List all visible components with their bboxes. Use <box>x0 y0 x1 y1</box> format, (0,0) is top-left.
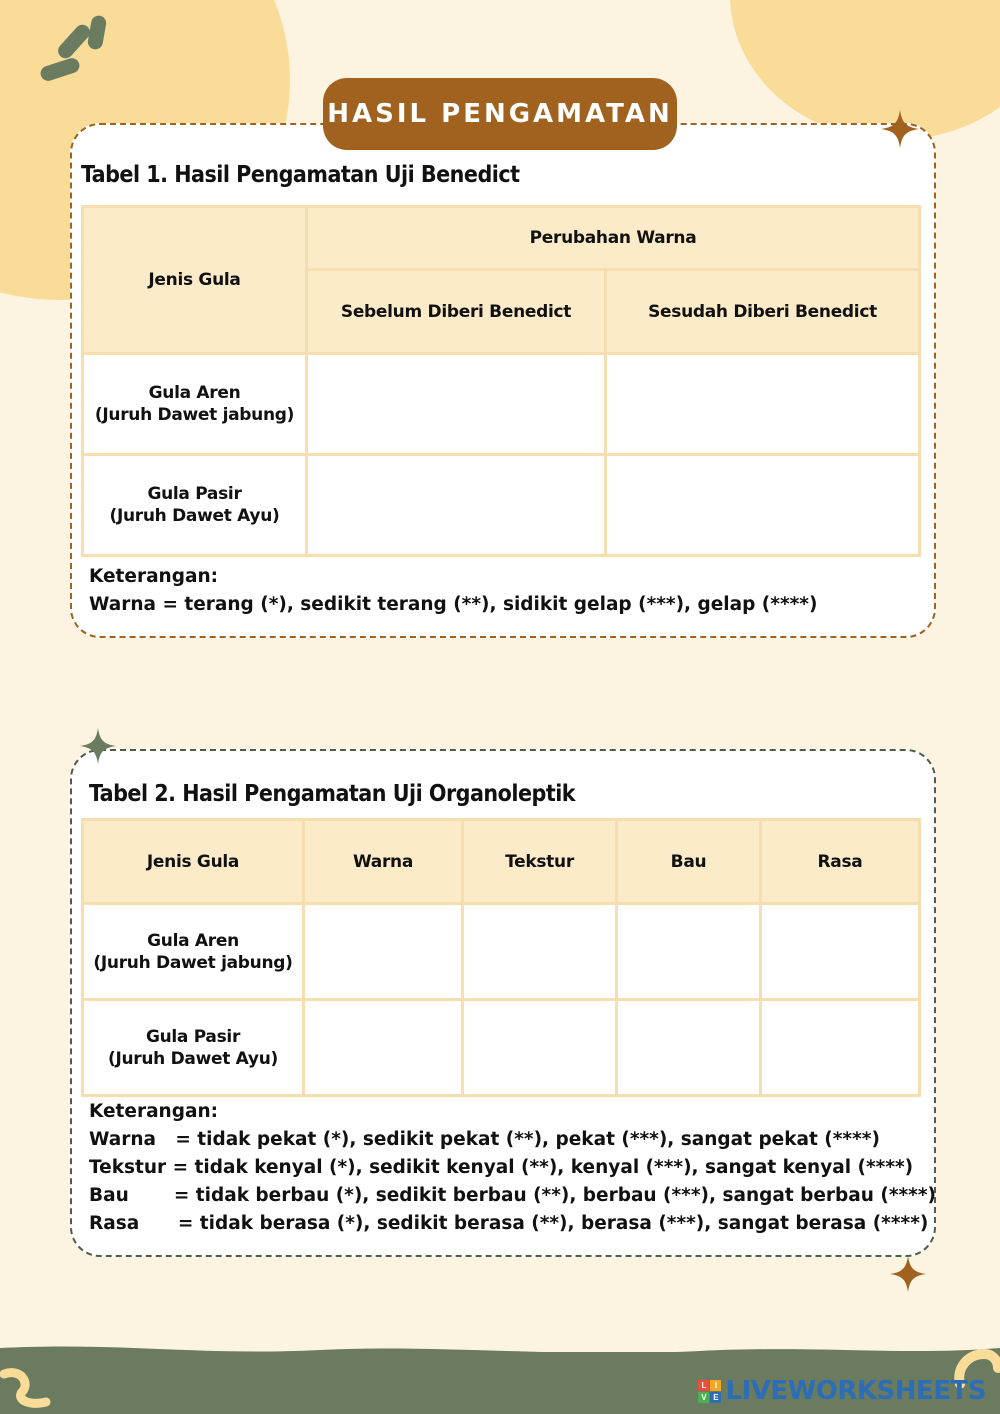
table-row <box>83 455 920 556</box>
answer-cell-tekstur-pasir[interactable] <box>463 1000 617 1096</box>
header-sebelum: Sebelum Diberi Benedict <box>307 270 606 354</box>
answer-cell-bau-aren[interactable] <box>617 904 761 1000</box>
answer-cell-bau-pasir[interactable] <box>617 1000 761 1096</box>
answer-cell-warna-aren[interactable] <box>304 904 463 1000</box>
notes-line-rasa: Rasa = tidak berasa (*), sedikit berasa (**), berasa (***), sangat berasa (****) <box>89 1213 929 1234</box>
sparkle-icon <box>890 1256 926 1292</box>
header-jenis-gula: Jenis Gula <box>83 207 307 354</box>
header-jenis-gula: Jenis Gula <box>83 820 304 904</box>
watermark-text: LIVEWORKSHEETS <box>725 1376 986 1406</box>
header-perubahan-warna: Perubahan Warna <box>307 207 920 270</box>
page-title-banner: HASIL PENGAMATAN <box>323 78 677 150</box>
table-row <box>83 904 920 1000</box>
table1-notes <box>89 563 817 619</box>
header-rasa: Rasa <box>761 820 920 904</box>
table2-notes <box>89 1098 936 1238</box>
answer-cell-warna-pasir[interactable] <box>304 1000 463 1096</box>
row-label: Gula Pasir (Juruh Dawet Ayu) <box>83 455 307 556</box>
notes-heading: Keterangan: <box>89 1101 219 1122</box>
footer-wave <box>0 1342 1000 1366</box>
header-tekstur: Tekstur <box>463 820 617 904</box>
answer-cell-rasa-pasir[interactable] <box>761 1000 920 1096</box>
sparkle-icon <box>881 110 919 148</box>
squiggle-left-icon <box>0 1362 52 1410</box>
row-label: Gula Aren (Juruh Dawet jabung) <box>83 354 307 455</box>
header-bau: Bau <box>617 820 761 904</box>
notes-line: Warna = terang (*), sedikit terang (**), sidikit gelap (***), gelap (****) <box>89 594 818 615</box>
answer-cell-tekstur-aren[interactable] <box>463 904 617 1000</box>
notes-line-tekstur: Tekstur = tidak kenyal (*), sedikit kenyal (**), kenyal (***), sangat kenyal (****) <box>89 1157 914 1178</box>
answer-cell-rasa-aren[interactable] <box>761 904 920 1000</box>
answer-cell-sesudah-pasir[interactable] <box>606 455 920 556</box>
row-label: Gula Aren (Juruh Dawet jabung) <box>83 904 304 1000</box>
header-sesudah: Sesudah Diberi Benedict <box>606 270 920 354</box>
sparkle-icon <box>80 728 116 764</box>
header-warna: Warna <box>304 820 463 904</box>
table2-title: Tabel 2. Hasil Pengamatan Uji Organoleptik <box>89 781 576 807</box>
liveworksheets-logo-icon: L I V E <box>698 1380 721 1403</box>
row-label: Gula Pasir (Juruh Dawet Ayu) <box>83 1000 304 1096</box>
notes-line-bau: Bau = tidak berbau (*), sedikit berbau (**), berbau (***), sangat berbau (****) <box>89 1185 936 1206</box>
notes-heading: Keterangan: <box>89 566 219 587</box>
organoleptik-table <box>81 818 921 1097</box>
table-row <box>83 1000 920 1096</box>
benedict-table <box>81 205 921 557</box>
liveworksheets-watermark <box>698 1376 986 1406</box>
notes-line-warna: Warna = tidak pekat (*), sedikit pekat (**), pekat (***), sangat pekat (****) <box>89 1129 880 1150</box>
answer-cell-sebelum-aren[interactable] <box>307 354 606 455</box>
answer-cell-sebelum-pasir[interactable] <box>307 455 606 556</box>
background-blob-right <box>730 0 1000 140</box>
table1-title: Tabel 1. Hasil Pengamatan Uji Benedict <box>81 162 520 188</box>
answer-cell-sesudah-aren[interactable] <box>606 354 920 455</box>
table-row <box>83 354 920 455</box>
